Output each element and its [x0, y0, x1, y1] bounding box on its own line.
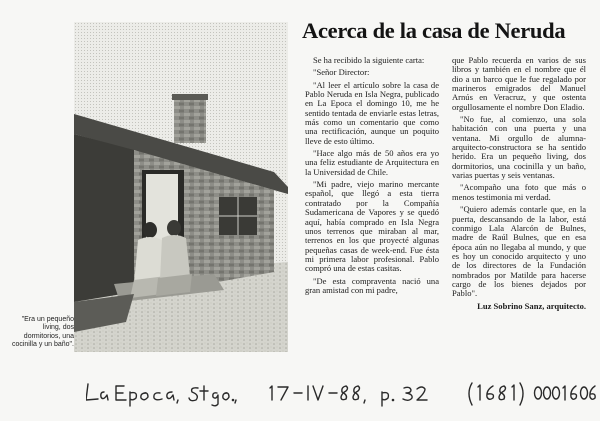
article-paragraph: "De esta compraventa nació una gran amistad con mi padre, [305, 275, 439, 295]
article-paragraph: "Acompaño una foto que más o menos testimonia mi verdad. [452, 182, 586, 202]
article-paragraph: "Quiero además contarle que, en la puerta, descansando de la labor, está conmigo Lala Alarcón de Bulnes, madre de Raúl Bulnes, que en esa época aún no llegaba al mundo, y que es hoy un conocido arquitecto y uno de los directores de la Fundación nombrados por Matilde para hacerse cargo de los bienes dejados por Pablo". [452, 204, 586, 299]
headline: Acerca de la casa de Neruda [302, 18, 566, 43]
article-salutation: "Señor Director: [313, 67, 370, 78]
article-paragraph: "Hace algo más de 50 años era yo una feliz estudiante de Arquitectura en la Universidad de Chile. [305, 148, 439, 177]
article-paragraph: que Pablo recuerda en varios de sus libros y también en el nombre que él dio a un barco que le fue regalado por marineros emigrados del Manuel Arnús en Veracruz, y que ostenta orgullosamente el nombre Don Eladio. [452, 55, 586, 112]
handwritten-note-text [86, 382, 596, 398]
article-paragraph: "Mi padre, viejo marino mercante español, que llegó a esta tierra contratado por la Compañía Sudamericana de Vapores y se quedó aquí, había comprado en Isla Negra unos terrenos que miraban al mar, terrenos en los que proyecté algunas pequeñas casas de week-end. Fue ésta mi primera labor profesional. Pablo compró una de estas casitas. [305, 179, 439, 274]
article-column-right [452, 56, 586, 314]
article-paragraph: "Al leer el artículo sobre la casa de Pablo Neruda en Isla Negra, publicado en La Epoca el domingo 10, me he sentido tentada de enviarle estas letras, más como un comentario que como una rectificación, aunque un poquito lleve de esto último. [305, 79, 439, 146]
article-paragraph: "No fue, al comienzo, una sola habitación con una puerta y una ventana. Mi orgullo de alumna-arquitecto-constructora se ha sentido herido. Era un pequeño living, dos dormitorios, una cocinilla y un baño, varias puertas y seis ventanas. [452, 114, 586, 181]
article-signature: Luz Sobrino Sanz, arquitecto. [477, 300, 586, 311]
house-photo [74, 22, 288, 352]
article-column-left [305, 56, 439, 298]
photo-caption: "Era un pequeño living, dos dormitorios, una cocinilla y un baño". [11, 316, 74, 349]
article-intro: Se ha recibido la siguiente carta: [313, 55, 425, 65]
